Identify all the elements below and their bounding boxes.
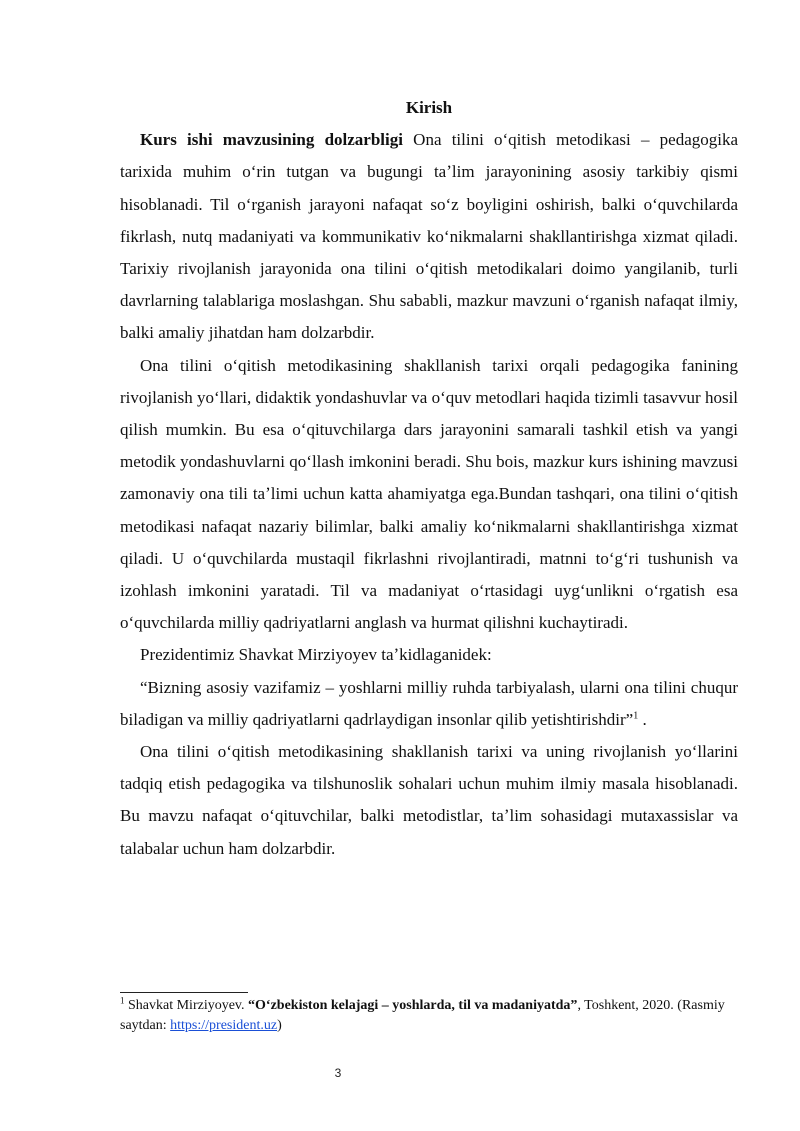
footnote-work-title: “Oʻzbekiston kelajagi – yoshlarda, til va madaniyatda”: [248, 998, 578, 1013]
paragraph-text: Ona tilini oʻqitish metodikasining shakllanish tarixi va uning rivojlanish yoʻllarini tadqiq etish pedagogika va tilshunoslik sohalari uchun muhim ilmiy masala hisoblanadi. Bu mavzu nafaqat oʻqituvchilar, balki metodistlar, taʼlim sohasidagi mutaxassislar va talabalar uchun ham dolzarbdir.: [120, 742, 738, 858]
footnote-publication: , Toshkent, 2020. (Rasmiy saytdan:: [120, 998, 725, 1033]
footnote-divider: [120, 992, 248, 993]
paragraph-conclusion: [120, 736, 738, 865]
footnote-closing: ): [277, 1018, 282, 1033]
page-number: 3: [334, 1066, 342, 1080]
paragraph-text: Prezidentimiz Shavkat Mirziyoyev taʼkidlaganidek:: [140, 645, 492, 665]
quote-text: “Bizning asosiy vazifamiz – yoshlarni milliy ruhda tarbiyalash, ularni ona tilini chuqur biladigan va milliy qadriyatlarni qadrlaydigan insonlar qilib yetishtirishdir”: [120, 677, 738, 729]
paragraph-text: Ona tilini oʻqitish metodikasining shakllanish tarixi orqali pedagogika fanining rivojlanish yoʻllari, didaktik yondashuvlar va oʻquv metodlari haqida tizimli tasavvur hosil qilish mumkin. Bu esa oʻqituvchilarga dars jarayonini samarali tashkil etish va yangi metodik yondashuvlarni qoʻllash imkonini beradi. Shu bois, mazkur kurs ishining mavzusi zamonaviy ona tili taʼlimi uchun katta ahamiyatga ega.Bundan tashqari, ona tilini oʻqitish metodikasi nafaqat nazariy bilimlar, balki amaliy koʻnikmalarni shakllantirishga xizmat qiladi. U oʻquvchilarda mustaqil fikrlashni rivojlantiradi, matnni toʻgʻri tushunish va izohlash imkonini yaratadi. Til va madaniyat oʻrtasidagi uygʻunlikni oʻrgatish esa oʻquvchilarda milliy qadriyatlarni anglash va hurmat qilishni kuchaytiradi.: [120, 355, 739, 633]
paragraph-text: Ona tilini oʻqitish metodikasi – pedagogika tarixida muhim oʻrin tutgan va bugungi taʼlim jarayonining asosiy tarkibiy qismi hisoblanadi. Til oʻrganish jarayoni nafaqat soʻz boyligini oshirish, balki oʻquvchilarda fikrlash, nutq madaniyati va kommunikativ koʻnikmalarni shakllantirishga xizmat qiladi. Tarixiy rivojlanish jarayonida ona tilini oʻqitish metodikalari doimo yangilanib, turli davrlarning talablariga moslashgan. Shu sababli, mazkur mavzuni oʻrganish nafaqat ilmiy, balki amaliy jihatdan ham dolzarbdir.: [120, 130, 739, 343]
paragraph-relevance: [120, 124, 738, 349]
footnote-link[interactable]: https://president.uz: [170, 1018, 278, 1033]
document-body: [120, 92, 738, 865]
quote-closing: .: [638, 709, 647, 729]
footnote-author: Shavkat Mirziyoyev.: [124, 998, 249, 1013]
paragraph-quote-intro: [120, 639, 738, 671]
footnote: [120, 996, 738, 1036]
footnote-reference[interactable]: 1: [633, 710, 639, 722]
paragraph-lead: Kurs ishi mavzusining dolzarbligi: [140, 130, 403, 150]
footnote-mark: 1: [120, 995, 125, 1006]
paragraph-history: [120, 350, 738, 640]
page-title: Kirish: [405, 98, 453, 117]
paragraph-quote: [120, 672, 738, 736]
